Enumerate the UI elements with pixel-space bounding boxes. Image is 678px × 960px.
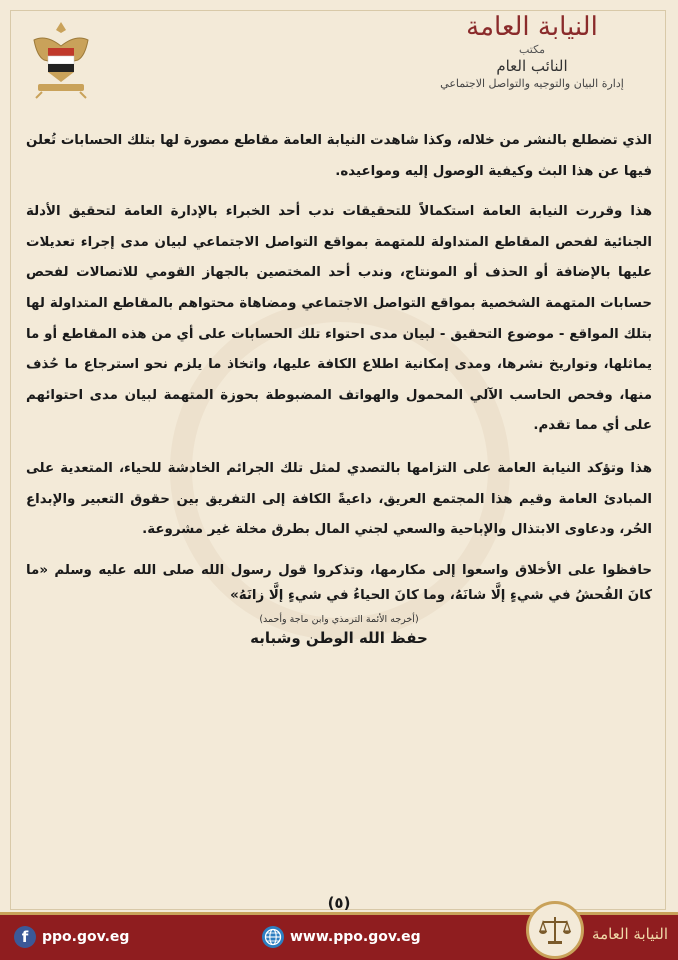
letterhead-office: مكتب (518, 43, 546, 56)
footer-website-label: www.ppo.gov.eg (290, 929, 421, 945)
footer-facebook-label: ppo.gov.eg (42, 929, 130, 945)
facebook-icon: f (14, 926, 36, 948)
paragraph-3: هذا وتؤكد النيابة العامة على التزامها بالتصدي لمثل تلك الجرائم الخادشة للحياء، المتعدية على المبادئ العامة وقيم هذا المجتمع العريق، داعيةً الكافة إلى التفريق بين حقوق التعبير والإبداع الحُر، ودعاوى الابتذال والإباحية والسعي لجني المال بطرق مخلة غير مشروعة. (26, 460, 652, 538)
paragraph-1: الذي تضطلع بالنشر من خلاله، وكذا شاهدت النيابة العامة مقاطع مصورة لها بتلك الحسابات تُعلن فيها عن هذا البث وكيفية الوصول إليه ومواعيده. (26, 133, 652, 179)
paragraph-4: حافظوا على الأخلاق واسعوا إلى مكارمها، وتذكروا قول رسول الله صلى الله عليه وسلم «ما كانَ الفُحشُ في شيءٍ إلَّا شانَهُ، وما كانَ الحياءُ في شيءٍ إلَّا زانَهُ» (26, 562, 652, 603)
letterhead-title: النيابة العامة (466, 12, 598, 42)
hadith-citation: (أخرجه الأئمة الترمذي وابن ماجة وأحمد) (259, 613, 419, 625)
closing-line: حفظ الله الوطن وشبابه (250, 628, 428, 647)
scales-seal-icon (526, 901, 584, 959)
paragraph-2: هذا وقررت النيابة العامة استكمالاً للتحقيقات ندب أحد الخبراء بالإدارة العامة لتحقيق الأدلة الجنائية لفحص المقاطع المتداولة للمتهمة بمواقع التواصل الاجتماعي لبيان مدى إجراء تعديلات عليها بالإضافة أو الحذف أو المونتاج، وندب أحد المختصين بالجهاز القومي للاتصالات لفحص حسابات المتهمة الشخصية بمواقع التواصل الاجتماعي ومضاهاة محتواهم بالمقاطع المتداولة لها بتلك المواقع - موضوع التحقيق - لبيان مدى احتواء تلك الحسابات على أي من هذه المقاطع أو ما يماثلها، وتواريخ نشرها، ومدى إمكانية اطلاع الكافة عليها، واتخاذ ما يلزم نحو استرجاع ما حُذف منها، وفحص الحاسب الآلي المحمول والهواتف المضبوطة بحوزة المتهمة لبيان مدى احتوائهم على أي مما تقدم. (26, 204, 652, 434)
footer-bar (0, 912, 678, 960)
footer-facebook[interactable] (14, 923, 129, 951)
page-number: (٥) (327, 894, 351, 912)
footer-website[interactable] (262, 923, 421, 951)
statement-body (26, 126, 652, 647)
footer-brand: النيابة العامة (592, 925, 668, 943)
letterhead-department: إدارة البيان والتوجيه والتواصل الاجتماعي (440, 77, 624, 90)
egypt-eagle-emblem-icon (28, 18, 94, 102)
letterhead-name: النائب العام (496, 57, 568, 75)
letterhead (402, 10, 662, 120)
globe-icon (262, 926, 284, 948)
